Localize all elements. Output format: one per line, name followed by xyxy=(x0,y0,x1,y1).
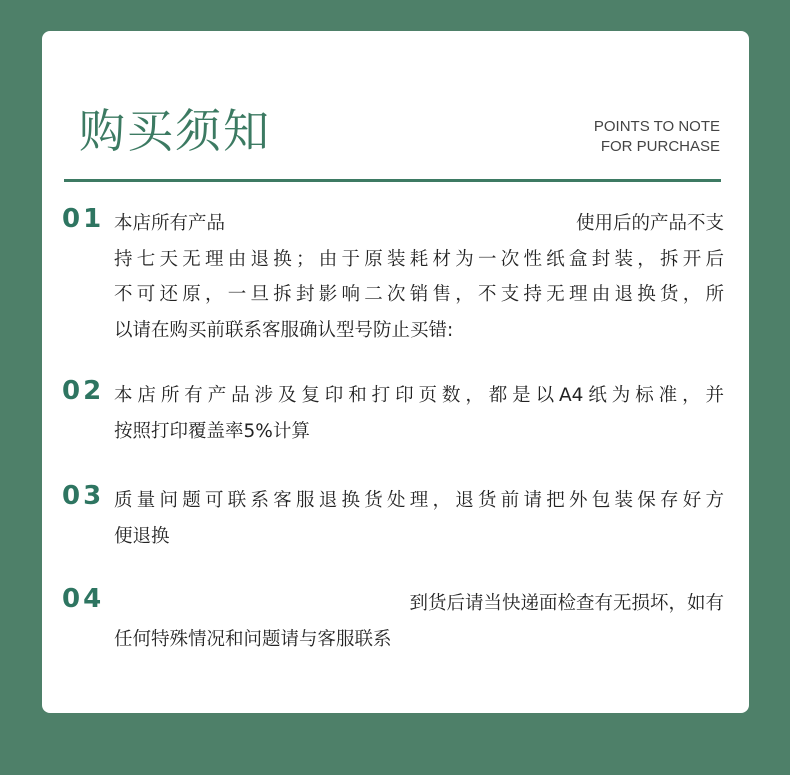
item-text-line: 便退换 xyxy=(114,525,170,547)
item-text-line: 本店所有产品涉及复印和打印页数，都是以A4纸为标准，并 xyxy=(114,385,724,406)
item-text-line: 质量问题可联系客服退换货处理，退货前请把外包装保存好方 xyxy=(114,490,724,511)
item-number: 03 xyxy=(62,481,105,511)
item-text-line xyxy=(114,206,724,242)
subtitle-line-1: POINTS TO NOTE xyxy=(593,118,720,135)
page-subtitle xyxy=(594,117,720,157)
item-text-line: 按照打印覆盖率5%计算 xyxy=(114,420,310,442)
subtitle-line-2: FOR PURCHASE xyxy=(600,138,720,155)
item-text xyxy=(114,378,724,449)
item-text-fragment: 本店所有产品 xyxy=(114,213,226,234)
item-text xyxy=(114,206,724,348)
header-divider xyxy=(64,179,721,182)
item-number: 04 xyxy=(62,584,105,614)
item-number: 02 xyxy=(62,376,105,406)
item-text-fragment: 到货后请当快递面检查有无损坏，如有 xyxy=(409,593,724,614)
item-text-fragment: 使用后的产品不支 xyxy=(575,213,724,234)
item-text-line xyxy=(114,586,724,622)
item-text-line: 不可还原，一旦拆封影响二次销售，不支持无理由退换货，所 xyxy=(114,284,724,305)
item-text-line: 任何特殊情况和问题请与客服联系 xyxy=(114,628,392,650)
item-text-line: 以请在购买前联系客服确认型号防止买错: xyxy=(114,319,454,341)
page-title: 购买须知 xyxy=(79,104,271,158)
item-text xyxy=(114,483,724,554)
item-number: 01 xyxy=(62,204,105,234)
item-text xyxy=(114,586,724,657)
purchase-notice-card xyxy=(42,31,749,713)
item-text-line: 持七天无理由退换；由于原装耗材为一次性纸盒封装，拆开后 xyxy=(114,248,724,270)
